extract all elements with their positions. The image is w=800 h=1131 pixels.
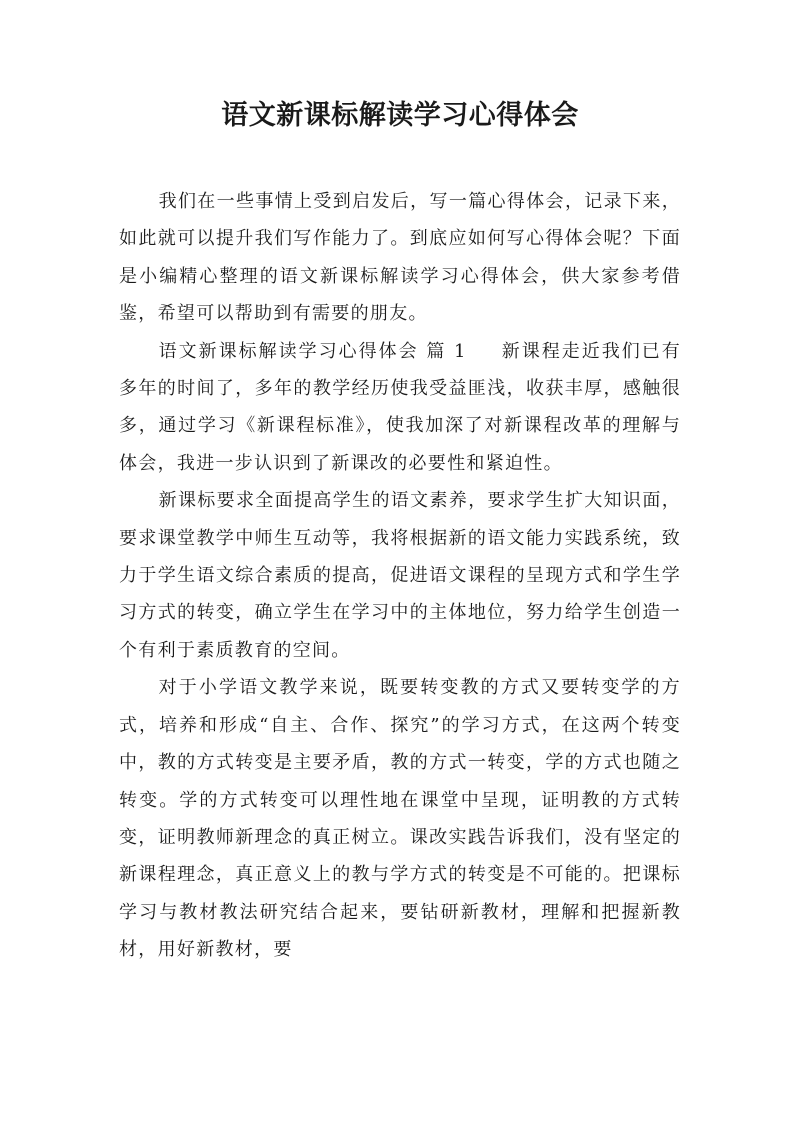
section-heading: 语文新课标解读学习心得体会 篇 1: [158, 340, 467, 362]
body-paragraph-3: 对于小学语文教学来说，既要转变教的方式又要转变学的方式，培养和形成“自主、合作、探究”的学习方式，在这两个转变中，教的方式转变是主要矛盾，教的方式一转变，学的方式也随之转变。学的方式转变可以理性地在课堂中呈现，证明教的方式转变，证明教师新理念的真正树立。课改实践告诉我们，没有坚定的新课程理念，真正意义上的教与学方式的转变是不可能的。把课标学习与教材教法研究结合起来，要钻研新教材，理解和把握新教材，用好新教材，要: [119, 677, 681, 961]
body-paragraph-2: 新课标要求全面提高学生的语文素养，要求学生扩大知识面，要求课堂教学中师生互动等，我将根据新的语文能力实践系统，致力于学生语文综合素质的提高，促进语文课程的呈现方式和学生学习方式的转变，确立学生在学习中的主体地位，努力给学生创造一个有利于素质教育的空间。: [119, 490, 681, 661]
intro-paragraph: 我们在一些事情上受到启发后，写一篇心得体会，记录下来，如此就可以提升我们写作能力了。到底应如何写心得体会呢？下面是小编精心整理的语文新课标解读学习心得体会，供大家参考借鉴，希望可以帮助到有需要的朋友。: [119, 191, 681, 325]
document-title: 语文新课标解读学习心得体会: [221, 100, 579, 131]
section-1-text: 新课程走近我们已有多年的时间了，多年的教学经历使我受益匪浅，收获丰厚，感触很多，通过学习《新课程标准》，使我加深了对新课程改革的理解与体会，我进一步认识到了新课改的必要性和紧迫性。: [119, 340, 682, 474]
document-body: [119, 183, 681, 969]
section-1-paragraph: [119, 333, 681, 483]
